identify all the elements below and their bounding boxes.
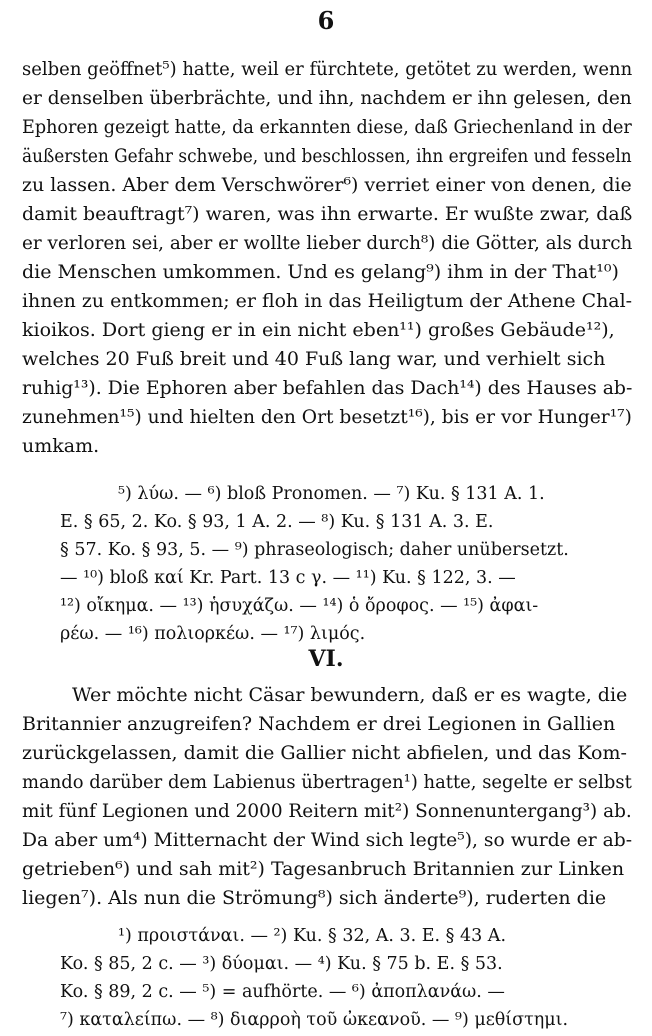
footnote-line: ⁷) καταλείπω. — ⁸) διαρροὴ τοῦ ὠκεανοῦ. — ⁹) μεθίστημι. xyxy=(60,1010,569,1030)
main-text-line: Wer möchte nicht Cäsar bewundern, daß er es wagte, die xyxy=(72,684,628,706)
main-text-line: getrieben⁶) und sah mit²) Tagesanbruch Britannien zur Linken xyxy=(22,858,625,880)
main-text-line: zu lassen. Aber dem Verschwörer⁶) verriet einer von denen, die xyxy=(22,174,632,196)
main-text-line: liegen⁷). Als nun die Strömung⁸) sich änderte⁹), ruderten die xyxy=(22,887,607,909)
footnote-line: § 57. Ko. § 93, 5. — ⁹) phraseologisch; daher unübersetzt. xyxy=(60,540,569,560)
main-text-line: mit fünf Legionen und 2000 Reitern mit²) Sonnenuntergang³) ab. xyxy=(22,800,632,822)
main-text-line: Britannier anzugreifen? Nachdem er drei Legionen in Gallien xyxy=(22,713,616,735)
footnote-line: — ¹⁰) bloß καί Kr. Part. 13 c γ. — ¹¹) Ku. § 122, 3. — xyxy=(60,568,516,588)
footnote-line: Ko. § 85, 2 c. — ³) δύομαι. — ⁴) Ku. § 75 b. E. § 53. xyxy=(60,954,503,974)
main-text-line: Ephoren gezeigt hatte, da erkannten diese, daß Griechenland in der xyxy=(22,116,632,138)
main-text-line: umkam. xyxy=(22,435,100,457)
main-text-line: damit beauftragt⁷) waren, was ihn erwarte. Er wußte zwar, daß xyxy=(22,203,633,225)
footnote-line: ¹) προιστάναι. — ²) Ku. § 32, A. 3. E. § 43 A. xyxy=(118,926,507,946)
footnote-line: E. § 65, 2. Ko. § 93, 1 A. 2. — ⁸) Ku. § 131 A. 3. E. xyxy=(60,512,494,532)
footnote-line: ρέω. — ¹⁶) πολιορκέω. — ¹⁷) λιμός. xyxy=(60,624,366,644)
main-text-line: er verloren sei, aber er wollte lieber durch⁸) die Götter, als durch xyxy=(22,232,633,254)
main-text-line: äußersten Gefahr schwebe, und beschlossen, ihn ergreifen und fesseln xyxy=(22,145,632,167)
main-text-line: mando darüber dem Labienus übertragen¹) hatte, segelte er selbst xyxy=(22,771,632,793)
page-number: 6 xyxy=(317,6,335,35)
main-text-line: er denselben überbrächte, und ihn, nachdem er ihn gelesen, den xyxy=(22,87,632,109)
section-heading: VI. xyxy=(308,646,344,672)
main-text-line: Da aber um⁴) Mitternacht der Wind sich legte⁵), so wurde er ab- xyxy=(22,829,633,851)
footnote-line: ⁵) λύω. — ⁶) bloß Pronomen. — ⁷) Ku. § 131 A. 1. xyxy=(118,484,545,504)
main-text-line: die Menschen umkommen. Und es gelang⁹) ihm in der That¹⁰) xyxy=(22,261,619,283)
main-text-line: welches 20 Fuß breit und 40 Fuß lang war, und verhielt sich xyxy=(22,348,606,370)
main-text-line: kioikos. Dort gieng er in ein nicht eben¹¹) großes Gebäude¹²), xyxy=(22,319,615,341)
footnote-line: Ko. § 89, 2 c. — ⁵) = aufhörte. — ⁶) ἀποπλανάω. — xyxy=(60,982,505,1002)
footnote-line: ¹²) οἴκημα. — ¹³) ἡσυχάζω. — ¹⁴) ὁ ὄροφος. — ¹⁵) ἀφαι- xyxy=(60,596,539,616)
main-text-line: ruhig¹³). Die Ephoren aber befahlen das Dach¹⁴) des Hauses ab- xyxy=(22,377,633,399)
main-text-line: zunehmen¹⁵) und hielten den Ort besetzt¹⁶), bis er vor Hunger¹⁷) xyxy=(22,406,632,428)
main-text-line: ihnen zu entkommen; er floh in das Heiligtum der Athene Chal- xyxy=(22,290,633,312)
main-text-line: selben geöffnet⁵) hatte, weil er fürchtete, getötet zu werden, wenn xyxy=(22,58,633,80)
main-text-line: zurückgelassen, damit die Gallier nicht abfielen, und das Kom- xyxy=(22,742,627,764)
